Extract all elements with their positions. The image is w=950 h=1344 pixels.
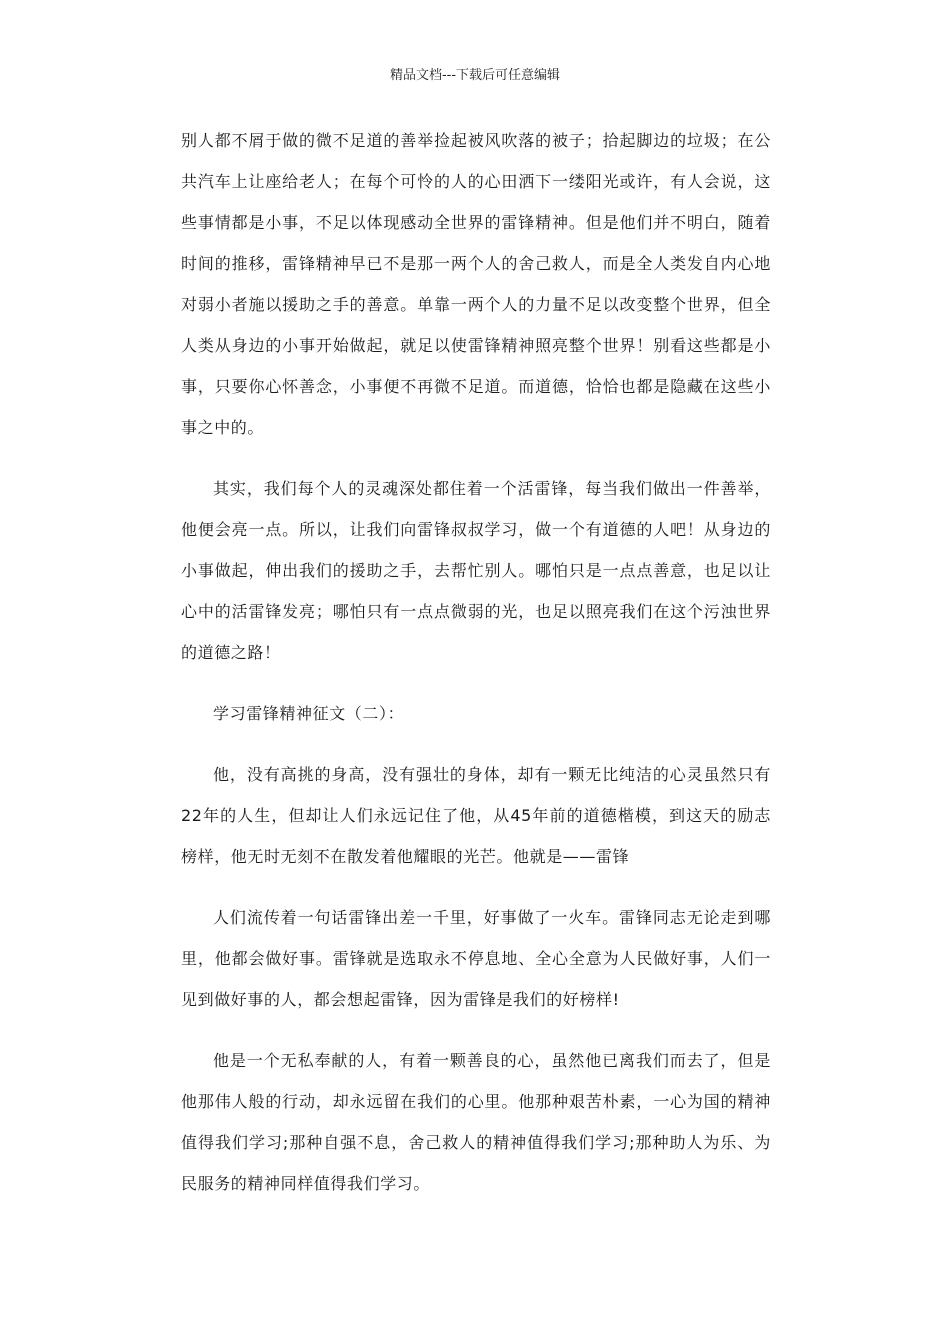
paragraph-3: 他，没有高挑的身高，没有强壮的身体，却有一颗无比纯洁的心灵虽然只有22年的人生，但却让人们永远记住了他，从45年前的道德楷模，到这天的励志榜样，他无时无刻不在散发着他耀眼的光芒。他就是——雷锋 (181, 765, 771, 866)
paragraph-5: 他是一个无私奉献的人，有着一颗善良的心，虽然他已离我们而去了，但是他那伟人般的行动，却永远留在我们的心里。他那种艰苦朴素，一心为国的精神值得我们学习;那种自强不息，舍己救人的精神值得我们学习;那种助人为乐、为民服务的精神同样值得我们学习。 (181, 1051, 771, 1193)
section-heading: 学习雷锋精神征文（二）： (213, 704, 405, 723)
page-header: 精品文档---下载后可任意编辑 (389, 68, 561, 83)
document-body (181, 120, 771, 1204)
paragraph-1: 别人都不屑于做的微不足道的善举捡起被风吹落的被子；拾起脚边的垃圾；在公共汽车上让座给老人；在每个可怜的人的心田洒下一缕阳光或许，有人会说，这些事情都是小事，不足以体现感动全世界的雷锋精神。但是他们并不明白，随着时间的推移，雷锋精神早已不是那一两个人的舍己救人，而是全人类发自内心地对弱小者施以援助之手的善意。单靠一两个人的力量不足以改变整个世界，但全人类从身边的小事开始做起，就足以使雷锋精神照亮整个世界！别看这些都是小事，只要你心怀善念，小事便不再微不足道。而道德，恰恰也都是隐藏在这些小事之中的。 (181, 131, 771, 437)
paragraph-2: 其实，我们每个人的灵魂深处都住着一个活雷锋，每当我们做出一件善举，他便会亮一点。所以，让我们向雷锋叔叔学习，做一个有道德的人吧！从身边的小事做起，伸出我们的援助之手，去帮忙别人。哪怕只是一点点善意，也足以让心中的活雷锋发亮；哪怕只有一点点微弱的光，也足以照亮我们在这个污浊世界的道德之路！ (181, 479, 771, 662)
paragraph-4: 人们流传着一句话雷锋出差一千里，好事做了一火车。雷锋同志无论走到哪里，他都会做好事。雷锋就是选取永不停息地、全心全意为人民做好事，人们一见到做好事的人，都会想起雷锋，因为雷锋是我们的好榜样! (181, 908, 771, 1009)
